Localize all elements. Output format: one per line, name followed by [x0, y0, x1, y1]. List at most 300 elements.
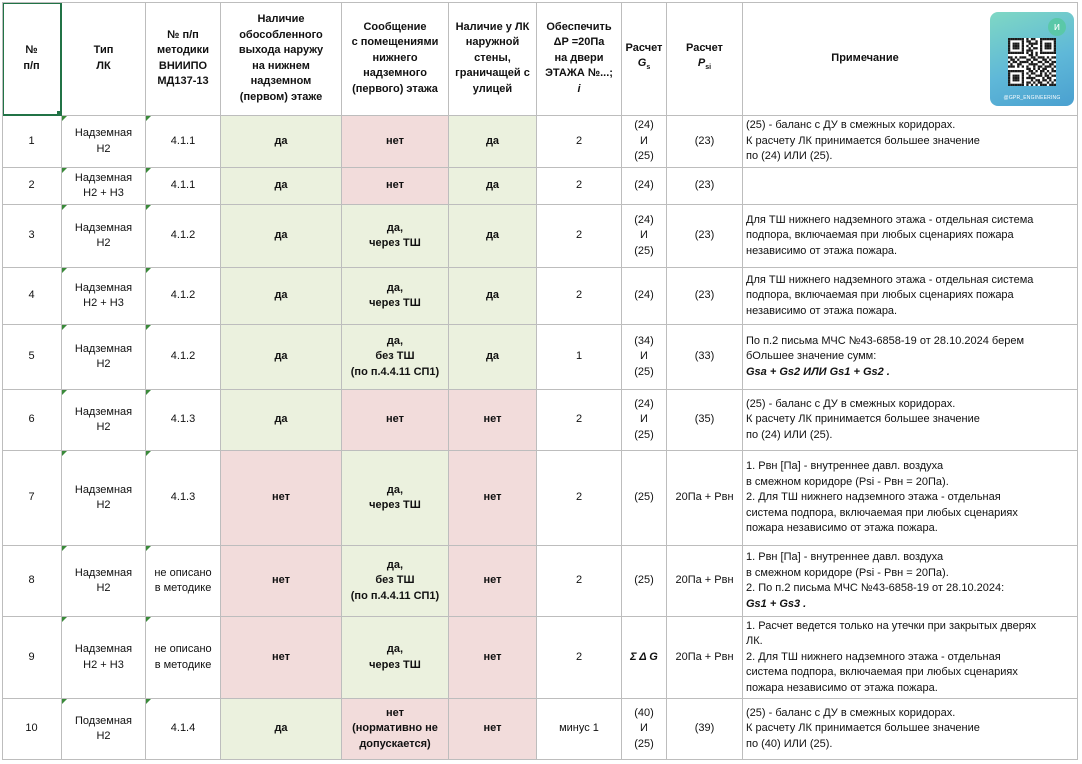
row-7-wall[interactable]	[449, 451, 537, 546]
row-1-comm[interactable]	[342, 116, 449, 168]
row-5-wall[interactable]	[449, 325, 537, 390]
cell-line: Надземная	[74, 483, 133, 496]
cell-line: (25)	[634, 737, 654, 750]
cell-line: 4.1.1	[170, 179, 196, 192]
cell-line: нет	[385, 706, 404, 719]
cell-line: надземном	[250, 75, 312, 87]
row-8-psi[interactable]	[667, 546, 743, 617]
cell-value: нет	[271, 491, 290, 504]
cell-line: Наличие	[257, 13, 305, 25]
row-8-wall[interactable]	[449, 546, 537, 617]
cell-value: да	[274, 179, 288, 192]
row-8-gs[interactable]	[622, 546, 667, 617]
cell-line: в смежном коридоре (Psi - Рвн = 20Па).	[746, 566, 949, 579]
cell-line: (25)	[634, 244, 654, 257]
cell-line: №	[25, 44, 38, 56]
cell-line: (24)	[634, 213, 654, 226]
cell-line: пожара независимо от этажа пожара.	[746, 681, 938, 694]
cell-value: 9	[28, 650, 35, 663]
row-6-dp[interactable]	[537, 390, 622, 451]
row-3-psi[interactable]	[667, 205, 743, 268]
row-6-exit[interactable]	[221, 390, 342, 451]
header-dp[interactable]	[537, 2, 622, 116]
cell-line: Для ТШ нижнего надземного этажа - отдельная система	[746, 273, 1034, 286]
row-9-gs[interactable]	[622, 617, 667, 699]
cell-line: И	[640, 413, 648, 426]
row-4-method[interactable]	[146, 268, 221, 325]
cell-line: Надземная	[74, 643, 133, 655]
cell-line: Обеспечить	[546, 20, 612, 33]
row-5-comm[interactable]	[342, 325, 449, 390]
cell-value: 6	[28, 413, 35, 426]
cell-line: с помещениями	[351, 36, 439, 49]
cell-line: независимо от этажа пожара.	[746, 244, 898, 257]
row-6-psi[interactable]	[667, 390, 743, 451]
cell-line: К расчету ЛК принимается большее значение	[746, 413, 980, 426]
row-1-method[interactable]	[146, 116, 221, 168]
cell-line: (25)	[634, 150, 654, 163]
row-1-type[interactable]	[62, 116, 146, 168]
row-2-note[interactable]	[743, 168, 1078, 205]
row-4-gs[interactable]	[622, 268, 667, 325]
cell-value: 2	[575, 413, 583, 426]
header-psi[interactable]	[667, 2, 743, 116]
cell-line: К расчету ЛК принимается большее значение	[746, 134, 980, 147]
cell-line: Надземная	[74, 221, 133, 234]
cell-value: (33)	[694, 350, 715, 363]
cell-line: Н2	[96, 582, 111, 594]
row-7-num[interactable]	[2, 451, 62, 546]
cell-value: да	[274, 229, 288, 242]
cell-line: (24)	[634, 119, 654, 132]
row-9-comm[interactable]	[342, 617, 449, 699]
cell-line: не описано	[154, 566, 212, 579]
row-4-dp[interactable]	[537, 268, 622, 325]
cell-line: Расчет	[625, 41, 663, 54]
row-5-gs[interactable]	[622, 325, 667, 390]
row-7-psi[interactable]	[667, 451, 743, 546]
cell-line: (первом) этаже	[239, 90, 323, 103]
cell-line: Н2	[96, 421, 111, 433]
logo-badge-icon: и	[1048, 18, 1066, 36]
cell-line: Подземная	[75, 714, 132, 727]
cell-line: По п.2 письма МЧС №43-6858-19 от 28.10.2024 берем	[746, 334, 1025, 347]
cell-line: ЛК.	[746, 635, 763, 648]
cell-line: (34)	[634, 334, 654, 347]
cell-line: нет	[385, 179, 404, 192]
cell-line: по (24) ИЛИ (25).	[746, 428, 833, 441]
row-9-method[interactable]	[146, 617, 221, 699]
row-9-exit[interactable]	[221, 617, 342, 699]
row-3-type[interactable]	[62, 205, 146, 268]
row-10-num[interactable]	[2, 699, 62, 760]
cell-line: (40)	[634, 706, 654, 719]
logo-handle: @GPR_ENGINEERING	[1003, 95, 1061, 101]
cell-line: без ТШ	[375, 574, 415, 587]
cell-line: стены,	[474, 51, 511, 64]
cell-value: (23)	[694, 179, 715, 192]
row-5-note[interactable]	[743, 325, 1078, 390]
cell-value: 1	[28, 134, 35, 147]
row-1-dp[interactable]	[537, 116, 622, 168]
cell-line: И	[640, 134, 648, 147]
cell-value: 5	[28, 350, 35, 363]
cell-line: Наличие у ЛК	[455, 20, 530, 33]
cell-line: Надземная	[74, 566, 133, 579]
row-10-method[interactable]	[146, 699, 221, 760]
cell-value: нет	[271, 650, 290, 663]
cell-value: да	[485, 229, 500, 242]
sum-delta-g: Σ Δ G	[630, 650, 658, 663]
cell-line: (по п.4.4.11 СП1)	[350, 589, 440, 602]
row-10-type[interactable]	[62, 699, 146, 760]
header-num[interactable]	[2, 2, 62, 116]
cell-value: 20Па + Рвн	[675, 491, 734, 504]
row-9-num[interactable]	[2, 617, 62, 699]
row-5-psi[interactable]	[667, 325, 743, 390]
cell-line: (первого) этажа	[352, 82, 438, 95]
cell-line: наружной	[465, 36, 520, 49]
cell-value: 2	[575, 574, 583, 587]
cell-line: Н2 + Н3	[83, 187, 124, 199]
cell-value: да	[274, 289, 288, 302]
spreadsheet-table	[2, 2, 1078, 760]
cell-line: 4.1.2	[170, 229, 196, 242]
cell-value: да	[274, 134, 288, 147]
header-wall[interactable]	[449, 2, 537, 116]
cell-line: система подпора, включаемая при любых сценариях	[746, 506, 1018, 519]
cell-value: да	[274, 722, 288, 735]
row-9-type[interactable]	[62, 617, 146, 699]
cell-line: 4.1.4	[170, 722, 196, 735]
cell-line: (25)	[634, 428, 654, 441]
cell-line: Н2	[96, 730, 111, 742]
cell-line: да,	[386, 558, 404, 571]
cell-value: (35)	[694, 413, 715, 426]
cell-value: 2	[575, 179, 583, 192]
cell-line: И	[640, 722, 648, 735]
row-4-psi[interactable]	[667, 268, 743, 325]
cell-line: да,	[386, 334, 404, 347]
cell-line: (24)	[634, 289, 654, 302]
cell-line: без ТШ	[375, 350, 415, 363]
cell-line: на нижнем	[252, 59, 310, 72]
row-1-wall[interactable]	[449, 116, 537, 168]
cell-line	[686, 56, 723, 76]
cell-line: подпора, включаемая при любых сценариях пожара	[746, 229, 1014, 242]
cell-value: 7	[28, 491, 35, 504]
cell-value: 4	[28, 289, 35, 302]
cell-value: 20Па + Рвн	[675, 650, 734, 663]
cell-line: Надземная	[74, 281, 133, 294]
cell-line: Для ТШ нижнего надземного этажа - отдельная система	[746, 213, 1034, 226]
cell-line: № п/п	[167, 28, 199, 41]
cell-line: методики	[157, 44, 209, 56]
cell-value: нет	[483, 413, 502, 426]
cell-value: нет	[483, 650, 502, 663]
cell-line: ВНИИПО	[158, 59, 208, 72]
cell-line: К расчету ЛК принимается большее значение	[746, 722, 980, 735]
header-type[interactable]	[62, 2, 146, 116]
cell-value: 2	[575, 229, 583, 242]
row-7-comm[interactable]	[342, 451, 449, 546]
cell-line: п/п	[23, 59, 40, 72]
cell-line: через ТШ	[369, 297, 421, 309]
header-exit[interactable]	[221, 2, 342, 116]
row-7-dp[interactable]	[537, 451, 622, 546]
cell-value: (23)	[694, 289, 715, 302]
cell-value: нет	[483, 722, 502, 735]
row-6-wall[interactable]	[449, 390, 537, 451]
row-8-note[interactable]	[743, 546, 1078, 617]
row-2-wall[interactable]	[449, 168, 537, 205]
cell-value: (39)	[694, 722, 715, 735]
cell-line: выхода наружу	[238, 44, 324, 56]
cell-line: нижнего	[372, 51, 418, 64]
cell-line: на двери	[554, 51, 604, 64]
cell-line: в методике	[154, 658, 212, 671]
cell-line: да,	[386, 221, 404, 234]
cell-line: (25)	[634, 491, 654, 504]
cell-value: (23)	[694, 229, 715, 242]
cell-value: нет	[271, 574, 290, 587]
cell-line: 4.1.2	[170, 350, 196, 363]
cell-line: обособленного	[239, 28, 323, 41]
row-3-method[interactable]	[146, 205, 221, 268]
row-9-note[interactable]	[743, 617, 1078, 699]
cell-line: через ТШ	[369, 658, 421, 671]
row-2-comm[interactable]	[342, 168, 449, 205]
row-5-type[interactable]	[62, 325, 146, 390]
row-4-wall[interactable]	[449, 268, 537, 325]
cell-line: Расчет	[686, 41, 723, 54]
qr-code-icon	[1008, 38, 1056, 86]
row-8-num[interactable]	[2, 546, 62, 617]
cell-line: МД137-13	[157, 75, 209, 87]
row-7-method[interactable]	[146, 451, 221, 546]
cell-line: (25) - баланс с ДУ в смежных коридорах.	[746, 706, 956, 719]
cell-line: 1. Расчет ведется только на утечки при закрытых дверях	[746, 619, 1037, 632]
row-2-dp[interactable]	[537, 168, 622, 205]
row-7-exit[interactable]	[221, 451, 342, 546]
cell-line: Н2	[96, 237, 111, 249]
row-1-psi[interactable]	[667, 116, 743, 168]
cell-value: (23)	[694, 134, 715, 147]
cell-line: улицей	[472, 82, 513, 95]
cell-value: да	[485, 179, 500, 192]
row-4-num[interactable]	[2, 268, 62, 325]
row-2-num[interactable]	[2, 168, 62, 205]
cell-value: да	[274, 413, 288, 426]
cell-value: 2	[575, 650, 583, 663]
row-9-dp[interactable]	[537, 617, 622, 699]
cell-line: 4.1.3	[170, 491, 196, 504]
cell-line: Н2 + Н3	[83, 658, 124, 671]
row-6-num[interactable]	[2, 390, 62, 451]
cell-value: 2	[575, 134, 583, 147]
cell-line: нет	[385, 413, 404, 426]
cell-line: бОльшее значение сумм:	[746, 350, 877, 363]
header-comm[interactable]	[342, 2, 449, 116]
row-2-exit[interactable]	[221, 168, 342, 205]
cell-line: И	[640, 229, 648, 242]
cell-line: Надземная	[74, 171, 133, 184]
row-3-dp[interactable]	[537, 205, 622, 268]
header-gs[interactable]	[622, 2, 667, 116]
cell-line: 4.1.2	[170, 289, 196, 302]
cell-line: надземного	[363, 67, 427, 80]
cell-value: 3	[28, 229, 35, 242]
row-3-exit[interactable]	[221, 205, 342, 268]
cell-line: Н2	[96, 358, 111, 370]
cell-value: да	[485, 289, 500, 302]
row-4-type[interactable]	[62, 268, 146, 325]
row-5-dp[interactable]	[537, 325, 622, 390]
cell-line: пожара независимо от этажа пожара.	[746, 522, 938, 535]
cell-line: Надземная	[74, 127, 133, 139]
cell-line: i	[577, 82, 581, 95]
row-3-num[interactable]	[2, 205, 62, 268]
cell-value: 2	[575, 289, 583, 302]
cell-value: 10	[25, 722, 38, 735]
cell-line: Примечание	[831, 51, 899, 64]
cell-line: Gsa + Gs2 ИЛИ Gs1 + Gs2 .	[746, 365, 890, 378]
cell-line: да,	[386, 483, 404, 496]
row-1-exit[interactable]	[221, 116, 342, 168]
cell-value: нет	[483, 491, 502, 504]
row-8-comm[interactable]	[342, 546, 449, 617]
cell-line: Надземная	[74, 405, 133, 418]
row-7-type[interactable]	[62, 451, 146, 546]
row-3-gs[interactable]	[622, 205, 667, 268]
cell-line: в смежном коридоре (Psi - Рвн = 20Па).	[746, 475, 949, 488]
row-5-exit[interactable]	[221, 325, 342, 390]
row-5-num[interactable]	[2, 325, 62, 390]
row-10-note[interactable]	[743, 699, 1078, 760]
cell-value: 20Па + Рвн	[675, 574, 734, 587]
cell-line: (по п.4.4.11 СП1)	[350, 365, 440, 378]
cell-line: Н2	[96, 142, 111, 155]
row-8-type[interactable]	[62, 546, 146, 617]
row-6-gs[interactable]	[622, 390, 667, 451]
cell-line: по (40) ИЛИ (25).	[746, 737, 833, 750]
cell-value: 2	[28, 179, 35, 192]
symbol: G	[637, 57, 647, 70]
row-2-psi[interactable]	[667, 168, 743, 205]
row-10-wall[interactable]	[449, 699, 537, 760]
cell-line: (25)	[634, 574, 654, 587]
cell-value: да	[274, 350, 288, 363]
row-6-note[interactable]	[743, 390, 1078, 451]
row-6-type[interactable]	[62, 390, 146, 451]
qr-pattern	[1008, 38, 1056, 86]
row-1-gs[interactable]	[622, 116, 667, 168]
cell-line: Надземная	[74, 342, 133, 355]
cell-line: Н2 + Н3	[83, 297, 124, 309]
cell-line: 1. Рвн [Па] - внутреннее давл. воздуха	[746, 551, 944, 563]
row-3-note[interactable]	[743, 205, 1078, 268]
row-3-wall[interactable]	[449, 205, 537, 268]
header-method[interactable]	[146, 2, 221, 116]
cell-line: ΔP =20Па	[553, 36, 605, 49]
row-2-method[interactable]	[146, 168, 221, 205]
row-10-exit[interactable]	[221, 699, 342, 760]
cell-line	[626, 56, 663, 76]
cell-line: ЛК	[96, 59, 111, 72]
cell-line: 2. Для ТШ нижнего надземного этажа - отдельная	[746, 650, 1001, 663]
cell-line: допускается)	[359, 737, 431, 750]
cell-line: (25) - баланс с ДУ в смежных коридорах.	[746, 119, 956, 132]
cell-line: система подпора, включаемая при любых сценариях	[746, 666, 1018, 679]
cell-line: в методике	[154, 582, 212, 594]
row-8-method[interactable]	[146, 546, 221, 617]
row-10-psi[interactable]	[667, 699, 743, 760]
cell-line: 4.1.3	[170, 413, 196, 426]
row-9-psi[interactable]	[667, 617, 743, 699]
symbol: P	[697, 57, 706, 70]
row-5-method[interactable]	[146, 325, 221, 390]
cell-line: Тип	[93, 44, 114, 56]
row-4-comm[interactable]	[342, 268, 449, 325]
row-7-note[interactable]	[743, 451, 1078, 546]
cell-line: И	[640, 350, 648, 363]
row-3-comm[interactable]	[342, 205, 449, 268]
row-8-exit[interactable]	[221, 546, 342, 617]
symbol-subscript: si	[705, 64, 712, 72]
row-10-gs[interactable]	[622, 699, 667, 760]
cell-value: 8	[28, 574, 35, 587]
cell-line: 2. Для ТШ нижнего надземного этажа - отдельная	[746, 491, 1001, 504]
cell-line: да,	[386, 281, 404, 294]
cell-line: подпора, включаемая при любых сценариях пожара	[746, 289, 1014, 302]
row-10-comm[interactable]	[342, 699, 449, 760]
logo-qr-badge[interactable]	[990, 12, 1074, 106]
row-9-wall[interactable]	[449, 617, 537, 699]
cell-line: (24)	[634, 179, 654, 192]
row-6-comm[interactable]	[342, 390, 449, 451]
row-4-note[interactable]	[743, 268, 1078, 325]
cell-line: Н2	[96, 499, 111, 511]
cell-value: да	[485, 350, 500, 363]
row-6-method[interactable]	[146, 390, 221, 451]
row-8-dp[interactable]	[537, 546, 622, 617]
row-4-exit[interactable]	[221, 268, 342, 325]
cell-line: да,	[386, 643, 404, 655]
cell-line: нет	[385, 134, 404, 147]
cell-line: не описано	[154, 643, 212, 655]
cell-line: через ТШ	[369, 237, 421, 249]
cell-line: (24)	[634, 397, 654, 410]
row-1-num[interactable]	[2, 116, 62, 168]
row-1-note[interactable]	[743, 116, 1078, 168]
row-7-gs[interactable]	[622, 451, 667, 546]
cell-line: ЭТАЖА №...;	[545, 67, 613, 80]
cell-line: 1. Рвн [Па] - внутреннее давл. воздуха	[746, 460, 944, 473]
cell-line: 2. По п.2 письма МЧС №43-6858-19 от 28.10.2024:	[746, 582, 1005, 594]
cell-line: независимо от этажа пожара.	[746, 304, 898, 317]
cell-line: граничащей с	[455, 67, 530, 80]
cell-line: по (24) ИЛИ (25).	[746, 150, 833, 163]
row-2-gs[interactable]	[622, 168, 667, 205]
row-2-type[interactable]	[62, 168, 146, 205]
cell-value: 1	[575, 350, 583, 363]
cell-line: (нормативно не	[352, 722, 438, 735]
cell-value: нет	[483, 574, 502, 587]
row-10-dp[interactable]	[537, 699, 622, 760]
cell-line: через ТШ	[369, 499, 421, 511]
cell-value: да	[485, 134, 500, 147]
cell-line: (25)	[634, 365, 654, 378]
